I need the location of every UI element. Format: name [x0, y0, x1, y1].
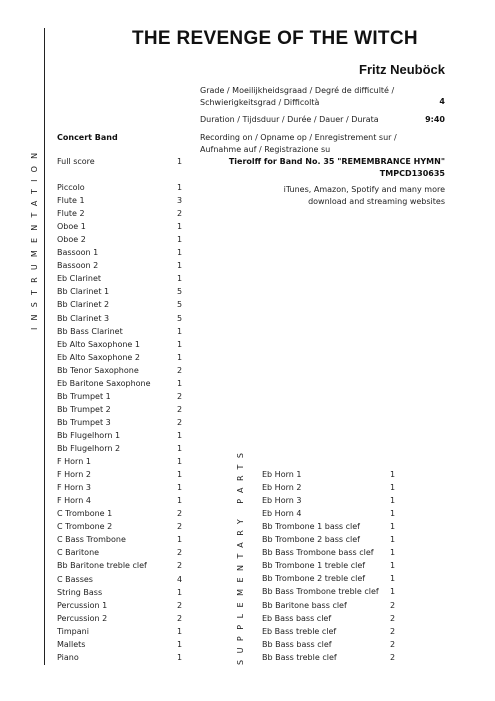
instrument-count: 1 — [177, 326, 183, 336]
instrument-count: 1 — [177, 457, 183, 467]
duration-label: Duration / Tijdsduur / Durée / Dauer / Durata — [200, 115, 379, 124]
instrument-name: C Baritone — [57, 548, 100, 558]
instrument-name: Bb Trumpet 3 — [57, 417, 111, 427]
instrument-count: 2 — [177, 417, 183, 427]
instrument-count: 1 — [177, 274, 183, 284]
instrument-name: Bb Trumpet 1 — [57, 391, 111, 401]
supplementary-part-name: Bb Trombone 1 bass clef — [262, 522, 360, 532]
instrument-count: 1 — [177, 470, 183, 480]
instrument-name: Bb Flugelhorn 2 — [57, 444, 121, 453]
instrument-count: 2 — [177, 209, 183, 219]
recording-note — [284, 184, 445, 208]
instrument-name: Bb Flugelhorn 1 — [57, 430, 121, 440]
instrument-count: 2 — [177, 365, 183, 375]
instrument-name: Percussion 2 — [57, 613, 108, 623]
instrument-name: Eb Alto Saxophone 2 — [57, 352, 140, 362]
instrument-count: 2 — [177, 404, 183, 414]
recording-album: Tierolff for Band No. 35 "REMEMBRANCE HYMN" — [228, 157, 445, 166]
supplementary-part-name: Eb Horn 1 — [262, 470, 302, 479]
instrument-count: 1 — [177, 183, 183, 192]
instrument-name: F Horn 2 — [57, 470, 91, 480]
instrument-name: F Horn 1 — [57, 457, 91, 467]
instrument-name: Bassoon 1 — [57, 248, 99, 258]
instrument-count: 2 — [177, 522, 183, 532]
recording-label — [200, 132, 397, 156]
supplementary-part-name: Bb Bass treble clef — [262, 652, 337, 662]
supplementary-part-name: Bb Trombone 2 bass clef — [262, 535, 360, 545]
recording-label-line2: Aufnahme auf / Registrazione su — [200, 145, 331, 154]
recording-note-line2: download and streaming websites — [308, 197, 445, 206]
instrument-count: 1 — [177, 652, 183, 662]
instrument-name: Piano — [57, 652, 79, 662]
instrument-count: 5 — [177, 287, 183, 297]
instrument-name: Flute 2 — [57, 209, 85, 219]
instrument-count: 1 — [177, 496, 183, 506]
supplementary-part-name: Bb Bass bass clef — [262, 639, 332, 649]
instrument-count: 2 — [177, 548, 183, 558]
instrument-name: C Bass Trombone — [57, 535, 126, 545]
instrument-count: 5 — [177, 300, 183, 310]
instrument-count: 2 — [177, 600, 183, 610]
instrument-count: 1 — [177, 639, 183, 649]
grade-label-line1: Grade / Moeilijkheidsgraad / Degré de difficulté / — [200, 86, 395, 95]
instrument-count: 1 — [177, 248, 183, 258]
supplementary-part-count: 1 — [390, 483, 396, 493]
instrument-name: Bb Tenor Saxophone — [57, 365, 139, 375]
supplementary-part-name: Eb Bass bass clef — [262, 613, 332, 623]
instrument-count: 4 — [177, 574, 183, 584]
duration-value: 9:40 — [425, 115, 445, 124]
instrument-name: Bb Baritone treble clef — [57, 561, 147, 571]
supplementary-part-count: 2 — [390, 652, 396, 662]
supplementary-part-count: 1 — [390, 470, 396, 479]
instrument-name: F Horn 3 — [57, 483, 91, 493]
supplementary-part-count: 1 — [390, 587, 396, 597]
instrument-count: 1 — [177, 483, 183, 493]
supplementary-part-name: Eb Bass treble clef — [262, 626, 337, 636]
instrument-name: Eb Alto Saxophone 1 — [57, 339, 140, 349]
instrument-count: 1 — [177, 430, 183, 440]
instrument-count: 2 — [177, 509, 183, 519]
instrument-count: 1 — [177, 626, 183, 636]
supplementary-part-count: 1 — [390, 535, 396, 545]
concert-band-header: Concert Band — [57, 133, 118, 142]
instrument-name: Eb Baritone Saxophone — [57, 378, 151, 388]
instrument-name: Piccolo — [57, 183, 85, 192]
instrument-name: Oboe 1 — [57, 222, 86, 232]
instrument-name: Bb Clarinet 3 — [57, 313, 110, 323]
instrument-count: 1 — [177, 339, 183, 349]
instrument-count: 1 — [177, 235, 183, 245]
instrument-count: 1 — [177, 261, 183, 271]
instrument-name: Flute 1 — [57, 196, 85, 206]
supplementary-part-count: 1 — [390, 561, 396, 571]
instrument-name: Percussion 1 — [57, 600, 108, 610]
supplementary-part-name: Eb Horn 2 — [262, 483, 302, 493]
supplementary-part-count: 2 — [390, 626, 396, 636]
supplementary-part-count: 1 — [390, 522, 396, 532]
supplementary-part-name: Eb Horn 4 — [262, 509, 302, 519]
recording-label-line1: Recording on / Opname op / Enregistrement sur / — [200, 133, 397, 142]
instrument-name: C Basses — [57, 574, 93, 584]
supplementary-part-count: 1 — [390, 548, 396, 558]
supplementary-part-name: Bb Bass Trombone bass clef — [262, 548, 374, 558]
instrument-name: Oboe 2 — [57, 235, 86, 245]
instrument-count: 2 — [177, 561, 183, 571]
instrument-count: 5 — [177, 313, 183, 323]
grade-label — [200, 85, 394, 109]
instrument-count: 1 — [177, 222, 183, 232]
instrument-count: 1 — [177, 444, 183, 453]
supplementary-part-count: 1 — [390, 496, 396, 506]
supplementary-part-count: 2 — [390, 600, 396, 610]
supplementary-part-name: Eb Horn 3 — [262, 496, 302, 506]
instrument-name: Bb Clarinet 1 — [57, 287, 110, 297]
instrument-name: C Trombone 1 — [57, 509, 113, 519]
instrument-name: C Trombone 2 — [57, 522, 113, 532]
recording-catalog: TMPCD130635 — [379, 169, 445, 178]
left-divider-line — [44, 28, 45, 665]
grade-value: 4 — [439, 97, 445, 106]
instrument-count: 3 — [177, 196, 183, 206]
supplementary-part-count: 2 — [390, 613, 396, 623]
supplementary-part-name: Bb Baritone bass clef — [262, 600, 347, 610]
instrument-name: Timpani — [57, 626, 89, 636]
instrument-count: 2 — [177, 613, 183, 623]
instrument-name: Bb Bass Clarinet — [57, 326, 123, 336]
instrument-name: String Bass — [57, 587, 103, 597]
supplementary-part-name: Bb Trombone 1 treble clef — [262, 561, 366, 571]
instrument-count: 1 — [177, 157, 183, 166]
supplementary-part-name: Bb Trombone 2 treble clef — [262, 574, 366, 584]
supplementary-part-name: Bb Bass Trombone treble clef — [262, 587, 379, 597]
supplementary-vertical-label: SUPPLEMENTARY PARTS — [236, 446, 245, 665]
instrument-name: Bb Clarinet 2 — [57, 300, 110, 310]
supplementary-part-count: 1 — [390, 574, 396, 584]
instrument-name: Bassoon 2 — [57, 261, 99, 271]
instrument-count: 1 — [177, 352, 183, 362]
instrument-count: 2 — [177, 391, 183, 401]
piece-title: THE REVENGE OF THE WITCH — [132, 28, 418, 49]
supplementary-part-count: 2 — [390, 639, 396, 649]
instrument-name: Bb Trumpet 2 — [57, 404, 111, 414]
composer-name: Fritz Neuböck — [359, 62, 445, 77]
instrument-count: 1 — [177, 535, 183, 545]
instrumentation-vertical-label: INSTRUMENTATION — [30, 145, 39, 330]
instrument-name: F Horn 4 — [57, 496, 91, 506]
recording-note-line1: iTunes, Amazon, Spotify and many more — [283, 185, 445, 194]
instrument-name: Eb Clarinet — [57, 274, 102, 284]
supplementary-part-count: 1 — [390, 509, 396, 519]
instrument-count: 1 — [177, 587, 183, 597]
grade-label-line2: Schwierigkeitsgrad / Difficoltà — [200, 98, 320, 107]
instrument-count: 1 — [177, 378, 183, 388]
instrument-name: Full score — [57, 157, 95, 166]
instrument-name: Mallets — [57, 639, 86, 649]
